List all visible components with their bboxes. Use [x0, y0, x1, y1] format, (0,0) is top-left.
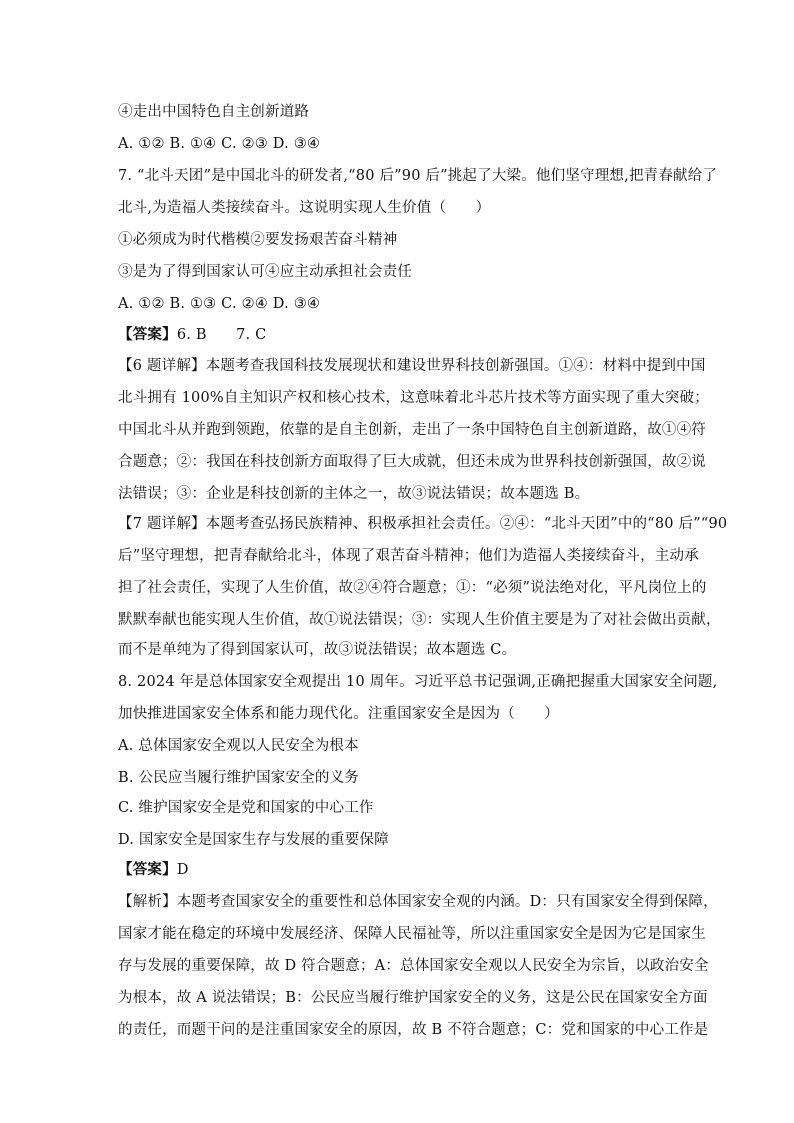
answer-label: 【答案】	[118, 327, 177, 343]
explanation-6: 北斗拥有 100%自主知识产权和核心技术，这意味着北斗芯片技术等方面实现了重大突破；	[118, 390, 709, 406]
analysis-8: 【解析】本题考查国家安全的重要性和总体国家安全观的内涵。D：只有国家安全得到保障，	[118, 894, 718, 910]
option-b: B. 公民应当履行维护国家安全的义务	[118, 770, 359, 786]
option-a: A. 总体国家安全观以人民安全为根本	[118, 738, 359, 754]
analysis-8: 的责任，而题干问的是注重国家安全的原因，故 B 不符合题意；C：党和国家的中心工作是	[118, 1022, 709, 1038]
question-7-stem: 7. “北斗天团”是中国北斗的研发者,“80 后”90 后”挑起了大梁。他们坚守理想,把青春献给了	[118, 168, 718, 184]
answer-value: D	[176, 862, 189, 878]
option-line: ①必须成为时代楷模②要发扬艰苦奋斗精神	[118, 232, 398, 248]
answer-8	[118, 860, 678, 880]
answer-label: 【答案】	[118, 862, 177, 878]
option-c: C. 维护国家安全是党和国家的中心工作	[118, 800, 374, 816]
explanation-7: 后”坚守理想，把青春献给北斗，体现了艰苦奋斗精神；他们为造福人类接续奋斗，主动承	[118, 548, 699, 564]
answer-6-7	[118, 325, 678, 345]
analysis-8: 国家才能在稳定的环境中发展经济、保障人民福祉等，所以注重国家安全是因为它是国家生	[118, 926, 706, 942]
explanation-7: 默默奉献也能实现人生价值，故①说法错误；③：实现人生价值主要是为了对社会做出贡献，	[118, 612, 721, 628]
option-line: ③是为了得到国家认可④应主动承担社会责任	[118, 264, 412, 280]
answer-value: 6. B 7. C	[176, 327, 267, 343]
explanation-6: 合题意；②：我国在科技创新方面取得了巨大成就，但还未成为世界科技创新强国，故②说	[118, 454, 706, 470]
explanation-7: 【7 题详解】本题考查弘扬民族精神、积极承担社会责任。②④：“北斗天团”中的“80 后”“90	[118, 516, 728, 532]
explanation-6: 【6 题详解】本题考查我国科技发展现状和建设世界科技创新强国。①④：材料中提到中国	[118, 358, 706, 374]
question-8-stem: 加快推进国家安全体系和能力现代化。注重国家安全是因为（ ）	[118, 706, 559, 722]
question-8-stem: 8. 2024 年是总体国家安全观提出 10 周年。习近平总书记强调,正确把握重大国家安全问题,	[118, 674, 718, 690]
explanation-6: 中国北斗从并跑到领跑，依靠的是自主创新，走出了一条中国特色自主创新道路，故①④符	[118, 422, 706, 438]
explanation-7: 担了社会责任，实现了人生价值，故②④符合题意；①：“必须”说法绝对化，平凡岗位上的	[118, 580, 707, 596]
option-line: ④走出中国特色自主创新道路	[118, 104, 310, 120]
analysis-8: 存与发展的重要保障，故 D 符合题意；A：总体国家安全观以人民安全为宗旨，以政治安全	[118, 958, 709, 974]
analysis-8: 为根本，故 A 说法错误；B：公民应当履行维护国家安全的义务，这是公民在国家安全方面	[118, 990, 708, 1006]
explanation-7: 而不是单纯为了得到国家认可，故③说法错误；故本题选 C。	[118, 642, 517, 658]
option-d: D. 国家安全是国家生存与发展的重要保障	[118, 832, 389, 848]
question-7-stem: 北斗,为造福人类接续奋斗。这说明实现人生价值（ ）	[118, 200, 491, 216]
choice-line: A. ①② B. ①④ C. ②③ D. ③④	[118, 136, 321, 152]
choice-line: A. ①② B. ①③ C. ②④ D. ③④	[118, 296, 321, 312]
explanation-6: 法错误；③：企业是科技创新的主体之一，故③说法错误；故本题选 B。	[118, 486, 590, 502]
